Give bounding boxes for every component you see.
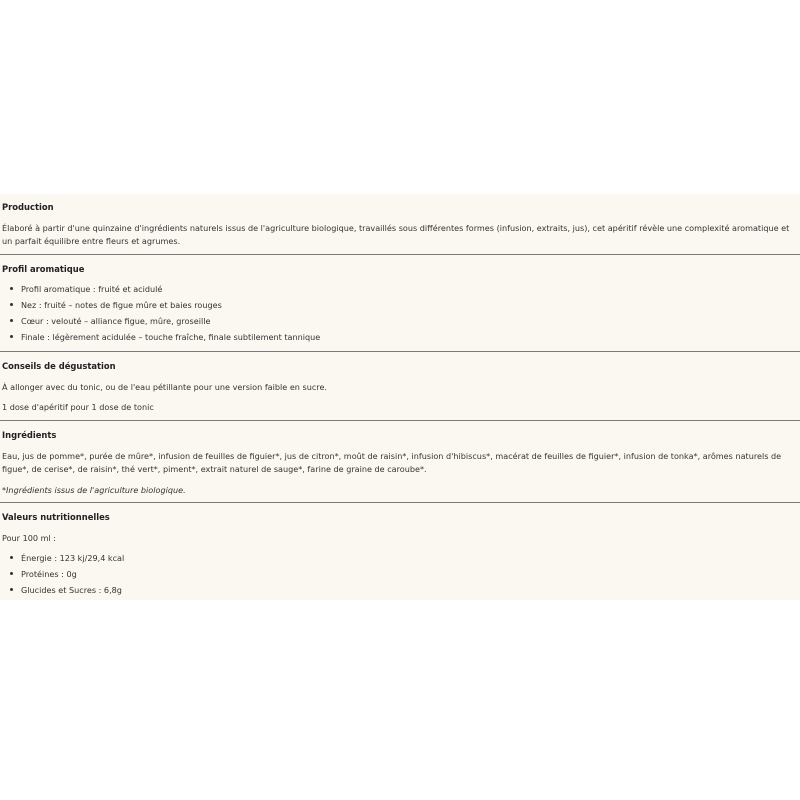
list-item [10, 332, 320, 342]
divider [0, 420, 800, 421]
divider [0, 351, 800, 352]
divider [0, 254, 800, 255]
product-info-panel [0, 194, 800, 600]
tasting-advice-text: À allonger avec du tonic, ou de l'eau pétillante pour une version faible en sucre. [2, 382, 327, 392]
bullet-icon [10, 556, 13, 559]
list-item-text: Nez : fruité – notes de figue mûre et baies rouges [21, 300, 222, 310]
list-item-text: Protéines : 0g [21, 569, 77, 579]
production-text: Élaboré à partir d'une quinzaine d'ingrédients naturels issus de l'agriculture biologique, travaillés sous différentes formes (infusion, extraits, jus), cet apéritif révèle une complexité aromatique et un parfait équilibre entre fleurs et agrumes. [2, 223, 790, 246]
section-title-production: Production [2, 202, 54, 212]
list-item-text: Finale : légèrement acidulée – touche fraîche, finale subtilement tannique [21, 332, 321, 342]
divider [0, 502, 800, 503]
nutrition-intro: Pour 100 ml : [2, 533, 57, 543]
list-item [10, 553, 124, 563]
list-item-text: Cœur : velouté – alliance figue, mûre, groseille [21, 316, 211, 326]
list-item [10, 300, 222, 310]
bullet-icon [10, 287, 13, 290]
list-item-text: Énergie : 123 kj/29,4 kcal [21, 553, 125, 563]
bullet-icon [10, 303, 13, 306]
list-item [10, 569, 77, 579]
dosage-text: 1 dose d'apéritif pour 1 dose de tonic [2, 402, 154, 412]
list-item-text: Profil aromatique : fruité et acidulé [21, 284, 163, 294]
ingredients-text: Eau, jus de pomme*, purée de mûre*, infusion de feuilles de figuier*, jus de citron*, moût de raisin*, infusion d'hibiscus*, macérat de feuilles de figuier*, infusion de tonka*, arômes naturels de figue*, de cerise*, de raisin*, thé vert*, piment*, extrait naturel de sauge*, farine de graine de caroube*. [2, 451, 782, 474]
section-title-valeurs-nutritionnelles: Valeurs nutritionnelles [2, 512, 110, 522]
bullet-icon [10, 572, 13, 575]
list-item [10, 284, 162, 294]
list-item [10, 585, 122, 595]
list-item-text: Glucides et Sucres : 6,8g [21, 585, 122, 595]
bullet-icon [10, 588, 13, 591]
bullet-icon [10, 335, 13, 338]
section-title-profil-aromatique: Profil aromatique [2, 264, 85, 274]
bullet-icon [10, 319, 13, 322]
list-item [10, 316, 210, 326]
organic-note: *Ingrédients issus de l'agriculture biologique. [2, 485, 186, 495]
section-title-conseils-degustation: Conseils de dégustation [2, 361, 116, 371]
section-title-ingredients: Ingrédients [2, 430, 57, 440]
